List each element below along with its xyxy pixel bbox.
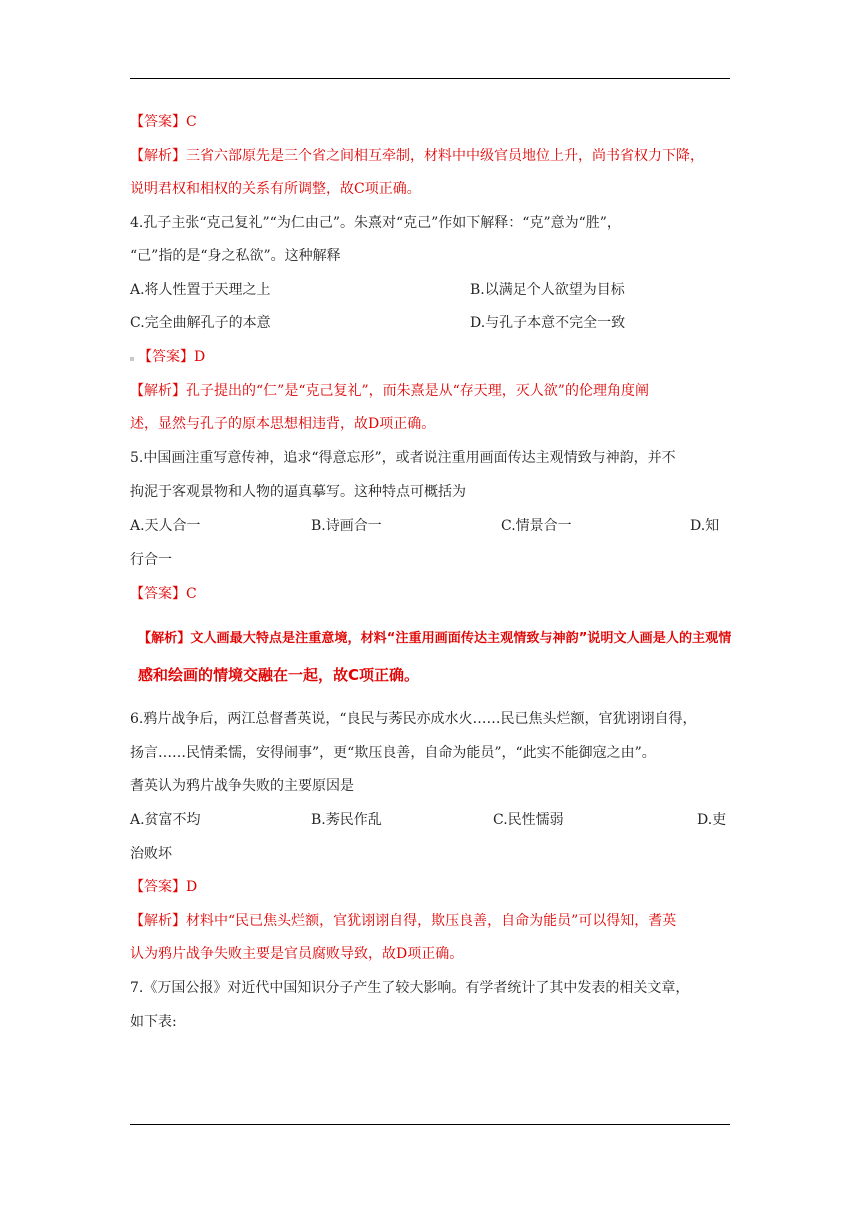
header-rule bbox=[130, 78, 730, 79]
q5-stem-line1: 5.中国画注重写意传神，追求“得意忘形”，或者说注重用画面传达主观情致与神韵，并不 bbox=[130, 450, 676, 466]
q4-stem-line1: 4.孔子主张“克己复礼”“为仁由己”。朱熹对“克己”作如下解释：“克”意为“胜”， bbox=[130, 215, 621, 231]
q6-stem-line2: 扬言……民情柔懦，安得闹事”，更“欺压良善，自命为能员”，“此实不能御寇之由”。 bbox=[130, 745, 656, 761]
q4-option-a: A.将人性置于天理之上 bbox=[130, 282, 271, 298]
q6-analysis-line1: 【解析】材料中“民已焦头烂额，官犹诩诩自得，欺压良善，自命为能员”可以得知，耆英 bbox=[130, 913, 677, 929]
footer-rule bbox=[130, 1124, 730, 1125]
q5-analysis-line2: 感和绘画的情境交融在一起，故C项正确。 bbox=[138, 666, 420, 684]
q6-option-a: A.贫富不均 bbox=[130, 812, 201, 828]
q5-option-d: D.知 bbox=[690, 518, 720, 534]
q6-option-d: D.吏 bbox=[697, 812, 727, 828]
q6-option-c: C.民性懦弱 bbox=[493, 812, 564, 828]
q3-analysis-line2: 说明君权和相权的关系有所调整，故C项正确。 bbox=[130, 181, 421, 197]
q5-option-a: A.天人合一 bbox=[130, 518, 201, 534]
q5-option-c: C.情景合一 bbox=[501, 518, 572, 534]
q4-stem-line2: “己”指的是“身之私欲”。这种解释 bbox=[130, 248, 341, 264]
q4-analysis-line1: 【解析】孔子提出的“仁”是“克己复礼”，而朱熹是从“存天理，灭人欲”的伦理角度阐 bbox=[130, 383, 649, 399]
q7-stem-line2: 如下表: bbox=[130, 1014, 177, 1030]
q4-option-b: B.以满足个人欲望为目标 bbox=[470, 282, 625, 298]
q5-analysis-line1: 【解析】文人画最大特点是注重意境，材料“注重用画面传达主观情致与神韵”说明文人画是人的主观情 bbox=[138, 631, 732, 646]
q4-option-d: D.与孔子本意不完全一致 bbox=[470, 315, 626, 331]
q5-option-d-wrap: 行合一 bbox=[130, 552, 172, 568]
q3-analysis-line1: 【解析】三省六部原先是三个省之间相互牵制，材料中中级官员地位上升，尚书省权力下降， bbox=[130, 148, 704, 164]
q4-answer: 【答案】D bbox=[138, 349, 206, 365]
q6-option-d-wrap: 治败坏 bbox=[130, 846, 172, 862]
q4-option-c: C.完全曲解孔子的本意 bbox=[130, 315, 271, 331]
q6-answer: 【答案】D bbox=[130, 879, 198, 895]
q6-stem-line3: 耆英认为鸦片战争失败的主要原因是 bbox=[130, 778, 354, 794]
q6-option-b: B.莠民作乱 bbox=[311, 812, 382, 828]
margin-mark bbox=[130, 357, 134, 361]
q5-answer: 【答案】C bbox=[130, 586, 197, 602]
q3-answer: 【答案】C bbox=[130, 114, 197, 130]
q6-stem-line1: 6.鸦片战争后，两江总督耆英说，“良民与莠民亦成水火……民已焦头烂额，官犹诩诩自得， bbox=[130, 711, 697, 727]
q4-analysis-line2: 述，显然与孔子的原本思想相违背，故D项正确。 bbox=[130, 416, 436, 432]
q5-stem-line2: 拘泥于客观景物和人物的逼真摹写。这种特点可概括为 bbox=[130, 484, 466, 500]
q5-option-b: B.诗画合一 bbox=[311, 518, 382, 534]
q7-stem-line1: 7.《万国公报》对近代中国知识分子产生了较大影响。有学者统计了其中发表的相关文章， bbox=[130, 980, 690, 996]
q6-analysis-line2: 认为鸦片战争失败主要是官员腐败导致，故D项正确。 bbox=[130, 946, 464, 962]
